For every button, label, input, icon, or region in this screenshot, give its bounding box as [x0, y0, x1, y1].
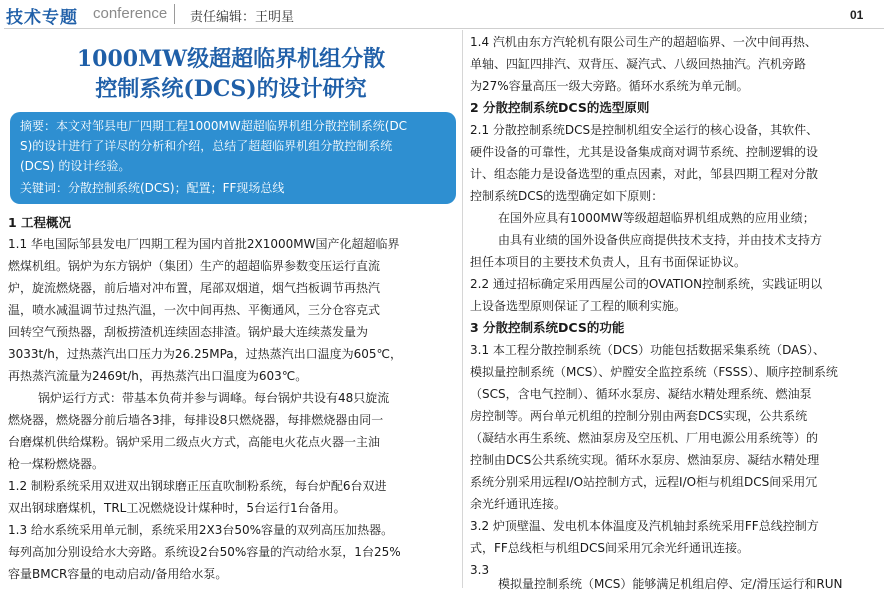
article-title-line-2: 控制系统(DCS)的设计研究 [95, 76, 367, 102]
body-line: 3.2 炉顶壁温、发电机本体温度及汽机轴封系统采用FF总线控制方 [470, 519, 819, 533]
body-line: （SCS，含电气控制）、循环水泵房、凝结水精处理系统、燃油泵 [470, 387, 812, 401]
header-divider [174, 4, 175, 24]
body-line: 3.3 [470, 563, 490, 577]
body-line: 担任本项目的主要技术负责人，且有书面保证协议。 [470, 255, 747, 269]
abstract-line: 摘要：本文对邹县电厂四期工程1000MW超超临界机组分散控制系统(DC [20, 119, 408, 133]
body-line: 温，喷水减温调节过热汽温，一次中间再热、平衡通风，三分仓容克式 [8, 303, 381, 317]
body-line: 余光纤通讯连接。 [470, 497, 567, 511]
conference-label: conference [93, 5, 168, 22]
body-line: 1.1 华电国际邹县发电厂四期工程为国内首批2X1000MW国产化超超临界 [8, 237, 400, 251]
section-heading: 3 分散控制系统DCS的功能 [470, 320, 625, 335]
body-line: 由具有业绩的国外设备供应商提供技术支持，并由技术支持方 [498, 233, 823, 247]
body-line: 为27%容量高压一级大旁路。循环水系统为单元制。 [470, 79, 749, 93]
abstract-line: (DCS) 的设计经验。 [20, 159, 131, 173]
body-line: 系统分别采用远程I/O站控制方式，远程I/O柜与机组DCS间采用冗 [470, 475, 818, 489]
body-line: 控制由DCS公共系统实现。循环水泵房、燃油泵房、凝结水精处理 [470, 453, 820, 467]
body-line: 炉，旋流燃烧器，前后墙对冲布置，尾部双烟道，烟气挡板调节再热汽 [8, 281, 381, 295]
keywords-line: 关键词：分散控制系统(DCS)；配置；FF现场总线 [20, 181, 285, 195]
body-line: 回转空气预热器，刮板捞渣机连续固态排渣。锅炉最大连续蒸发量为 [8, 325, 369, 339]
body-line: 锅炉运行方式：带基本负荷并参与调峰。每台锅炉共设有48只旋流 [38, 391, 390, 405]
body-line: 1.4 汽机由东方汽轮机有限公司生产的超超临界、一次中间再热、 [470, 35, 817, 49]
section-heading: 1 工程概况 [8, 215, 72, 230]
body-line: 模拟量控制系统（MCS）、炉膛安全监控系统（FSSS）、顺序控制系统 [470, 365, 838, 379]
body-line: 模拟量控制系统（MCS）能够满足机组启停、定/滑压运行和RUN [498, 577, 843, 591]
article-title-line-1: 1000MW级超超临界机组分散 [76, 46, 386, 72]
body-line: 双出钢球磨煤机，TRL工况燃烧设计煤种时，5台运行1台备用。 [8, 501, 346, 515]
editor-credit: 责任编辑：王明星 [190, 10, 295, 25]
body-line: 式，FF总线柜与机组DCS间采用冗余光纤通讯连接。 [470, 541, 750, 555]
body-line: 1.3 给水系统采用单元制，系统采用2X3台50%容量的双列高压加热器。 [8, 523, 394, 537]
body-line: 硬件设备的可靠性，尤其是设备集成商对调节系统、控制逻辑的设 [470, 145, 819, 159]
header-rule [4, 28, 884, 29]
body-line: 在国外应具有1000MW等级超超临界机组成熟的应用业绩； [498, 211, 815, 225]
body-line: （凝结水再生系统、燃油泵房及空压机、厂用电源公用系统等）的 [470, 431, 819, 445]
body-line: 上设备选型原则保证了工程的顺利实施。 [470, 299, 687, 313]
body-line: 控制系统DCS的选型确定如下原则： [470, 189, 664, 203]
body-line: 燃烧器，燃烧器分前后墙各3排，每排设8只燃烧器，每排燃烧器由同一 [8, 413, 384, 427]
body-line: 2.1 分散控制系统DCS是控制机组安全运行的核心设备，其软件、 [470, 123, 819, 137]
body-line: 房控制等。两台单元机组的控制分别由两套DCS实现，公共系统 [470, 409, 808, 423]
abstract-line: S)的设计进行了详尽的分析和介绍，总结了超超临界机组分散控制系统 [20, 139, 393, 153]
body-line: 台磨煤机供给煤粉。锅炉采用二级点火方式，高能电火花点火器一主油 [8, 435, 381, 449]
page-number: 01 [850, 8, 864, 22]
body-line: 燃煤机组。锅炉为东方锅炉（集团）生产的超超临界参数变压运行直流 [8, 259, 381, 273]
body-line: 计、组态能力是设备选型的重点因素，对此，邹县四期工程对分散 [470, 167, 819, 181]
abstract-box [10, 112, 456, 204]
body-line: 枪一煤粉燃烧器。 [8, 457, 105, 471]
body-line: 再热蒸汽流量为2469t/h，再热蒸汽出口温度为603℃。 [8, 369, 308, 383]
body-line: 3033t/h，过热蒸汽出口压力为26.25MPa，过热蒸汽出口温度为605℃， [8, 347, 403, 361]
body-line: 每列高加分别设给水大旁路。系统设2台50%容量的汽动给水泵，1台25% [8, 545, 401, 559]
body-line: 1.2 制粉系统采用双进双出钢球磨正压直吹制粉系统，每台炉配6台双进 [8, 479, 387, 493]
body-line: 单轴、四缸四排汽、双背压、凝汽式、八级回热抽汽。汽机旁路 [470, 57, 807, 71]
section-heading: 2 分散控制系统DCS的选型原则 [470, 100, 650, 115]
page-header [0, 0, 888, 30]
section-title: 技术专题 [6, 8, 78, 28]
column-divider [462, 30, 463, 588]
body-line: 2.2 通过招标确定采用西屋公司的OVATION控制系统，实践证明以 [470, 277, 823, 291]
body-line: 容量BMCR容量的电动启动/备用给水泵。 [8, 567, 228, 581]
body-line: 3.1 本工程分散控制系统（DCS）功能包括数据采集系统（DAS）、 [470, 343, 825, 357]
